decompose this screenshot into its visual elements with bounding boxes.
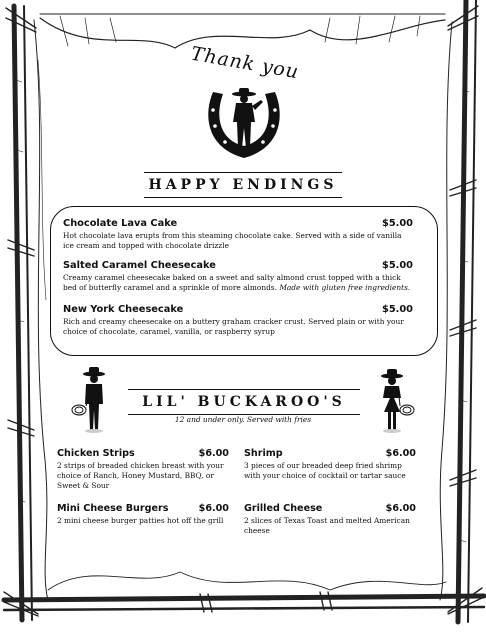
- item-price: $5.00: [382, 218, 413, 229]
- item-name: New York Cheesecake: [63, 304, 184, 315]
- menu-item: [63, 304, 413, 337]
- kids-menu-item: [244, 448, 416, 481]
- item-name: Mini Cheese Burgers: [57, 503, 169, 514]
- kids-menu-subtitle: 12 and under only. Served with fries: [174, 415, 312, 424]
- item-desc: 2 mini cheese burger patties hot off the grill: [57, 516, 224, 525]
- lil-buckaroos-banner: [128, 389, 360, 415]
- item-desc: 3 pieces of our breaded deep fried shrimp with your choice of cocktail or tartar sauce: [244, 461, 406, 480]
- item-name: Chicken Strips: [57, 448, 135, 459]
- item-price: $6.00: [385, 503, 416, 514]
- item-name: Grilled Cheese: [244, 503, 323, 514]
- happy-endings-banner: [144, 172, 342, 198]
- item-desc: Rich and creamy cheesecake on a buttery graham cracker crust. Served plain or with your choice of chocolate, caramel, vanilla, or raspberry syrup: [63, 317, 404, 336]
- lil-buckaroos-title: LIL' BUCKAROO'S: [142, 394, 346, 410]
- item-name: Shrimp: [244, 448, 283, 459]
- menu-item: [63, 260, 413, 293]
- horseshoe-cowboy-icon: [203, 86, 285, 162]
- item-price: $5.00: [382, 304, 413, 315]
- item-desc: Creamy caramel cheesecake baked on a sweet and salty almond crust topped with a thick bed of butterfly caramel and a sprinkle of more almonds. Made with gluten free ingredients.: [63, 273, 411, 292]
- item-desc: Hot chocolate lava erupts from this steaming chocolate cake. Served with a side of vanilla ice cream and topped with chocolate drizzle: [63, 231, 402, 250]
- gluten-free-note: Made with gluten free ingredients.: [279, 283, 411, 292]
- item-desc: 2 strips of breaded chicken breast with your choice of Ranch, Honey Mustard, BBQ, or Sweet & Sour: [57, 461, 224, 490]
- item-price: $5.00: [382, 260, 413, 271]
- kids-menu-item: [57, 448, 229, 491]
- item-desc: 2 slices of Texas Toast and melted American cheese: [244, 516, 410, 535]
- item-name: Salted Caramel Cheesecake: [63, 260, 216, 271]
- happy-endings-title: HAPPY ENDINGS: [148, 177, 338, 193]
- thank-you-script: Thank you: [189, 42, 301, 84]
- item-price: $6.00: [385, 448, 416, 459]
- item-price: $6.00: [198, 503, 229, 514]
- item-price: $6.00: [198, 448, 229, 459]
- kids-menu-item: [244, 503, 416, 536]
- cowgirl-kid-icon: [372, 368, 416, 436]
- item-name: Chocolate Lava Cake: [63, 218, 178, 229]
- menu-item: [63, 218, 413, 251]
- kids-menu-item: [57, 503, 229, 526]
